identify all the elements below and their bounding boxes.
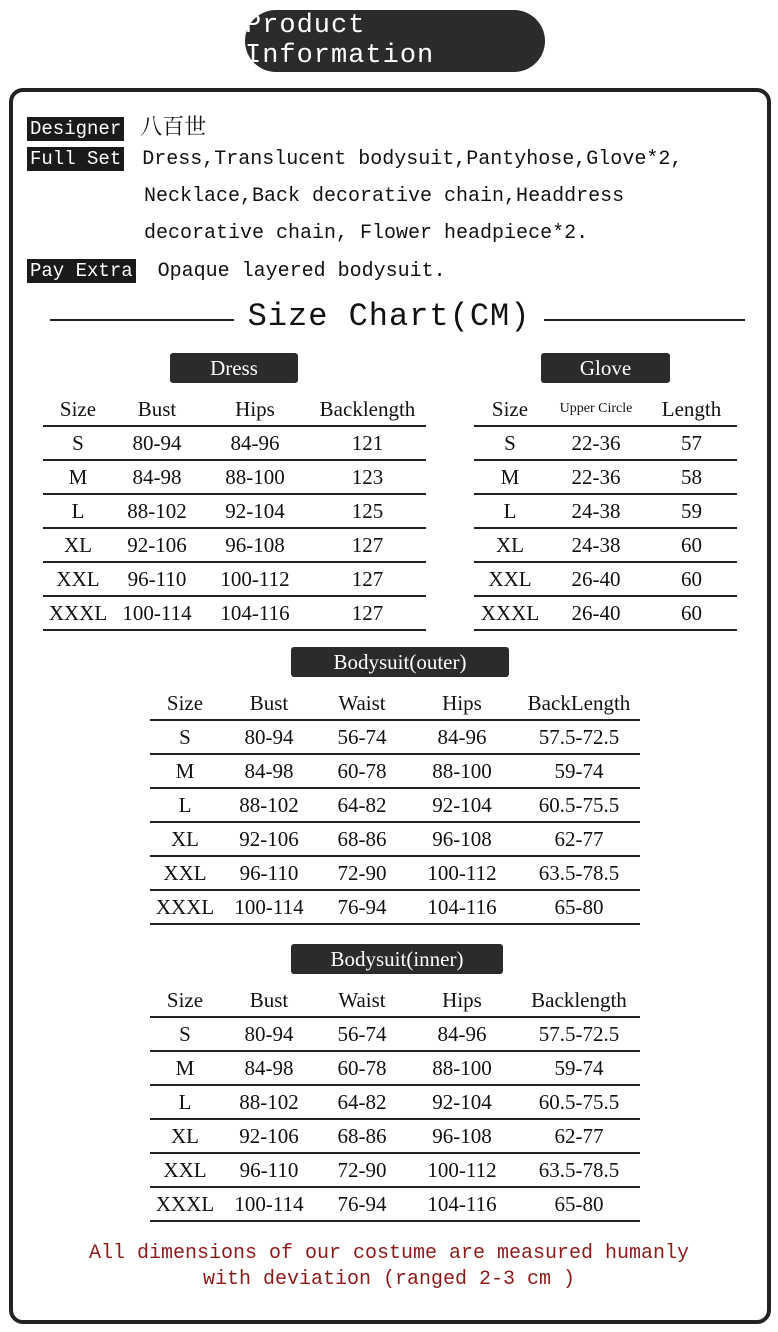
table-cell: 72-90 xyxy=(318,856,406,890)
table-row xyxy=(150,1051,640,1085)
note-line-1: All dimensions of our costume are measured humanly xyxy=(88,1242,690,1265)
fullset-line-3: decorative chain, Flower headpiece*2. xyxy=(144,222,589,245)
table-row xyxy=(474,596,737,630)
table-row xyxy=(150,856,640,890)
table-cell: L xyxy=(474,494,546,528)
inner-badge: Bodysuit(inner) xyxy=(291,944,503,974)
table-row xyxy=(474,426,737,460)
table-cell: 88-102 xyxy=(220,1085,318,1119)
table-cell: 65-80 xyxy=(518,890,640,924)
header-cell: Hips xyxy=(442,987,482,1012)
table-cell: 123 xyxy=(309,460,426,494)
header-cell: Hips xyxy=(442,690,482,715)
table-cell: 84-98 xyxy=(113,460,201,494)
table-cell: 100-112 xyxy=(406,856,518,890)
table-cell: XL xyxy=(150,1119,220,1153)
header-cell: Upper Circle xyxy=(559,401,633,416)
header-cell: Bust xyxy=(249,690,289,715)
table-cell: 96-108 xyxy=(201,528,309,562)
table-cell: 80-94 xyxy=(220,1017,318,1051)
table-cell: 62-77 xyxy=(518,1119,640,1153)
table-row xyxy=(474,460,737,494)
extra-value: Opaque layered bodysuit. xyxy=(157,260,446,283)
table-cell: 127 xyxy=(309,528,426,562)
table-cell: 58 xyxy=(646,460,737,494)
table-cell: S xyxy=(43,426,113,460)
table-cell: 84-96 xyxy=(406,1017,518,1051)
table-cell: 22-36 xyxy=(546,426,646,460)
table-cell: 127 xyxy=(309,562,426,596)
table-cell: 125 xyxy=(309,494,426,528)
table-cell: 57.5-72.5 xyxy=(518,720,640,754)
table-cell: 84-96 xyxy=(201,426,309,460)
table-cell: 104-116 xyxy=(201,596,309,630)
table-cell: 127 xyxy=(309,596,426,630)
table-cell: XXL xyxy=(150,856,220,890)
table-cell: 92-106 xyxy=(220,1119,318,1153)
table-cell: 60 xyxy=(646,562,737,596)
table-cell: 63.5-78.5 xyxy=(518,1153,640,1187)
table-cell: M xyxy=(150,754,220,788)
table-cell: XXXL xyxy=(43,596,113,630)
table-row xyxy=(150,1153,640,1187)
table-row xyxy=(150,754,640,788)
fullset-tag: Full Set xyxy=(27,147,124,171)
table-cell: S xyxy=(150,1017,220,1051)
table-row xyxy=(43,460,426,494)
table-row xyxy=(43,528,426,562)
table-row xyxy=(150,822,640,856)
dress-table xyxy=(43,393,426,631)
table-cell: 84-98 xyxy=(220,1051,318,1085)
header-cell: Waist xyxy=(338,987,386,1012)
inner-table xyxy=(150,984,640,1222)
header-cell: Backlength xyxy=(319,396,416,421)
table-cell: 80-94 xyxy=(220,720,318,754)
table-cell: 56-74 xyxy=(318,1017,406,1051)
table-cell: 60-78 xyxy=(318,754,406,788)
table-cell: 56-74 xyxy=(318,720,406,754)
designer-tag: Designer xyxy=(27,117,124,141)
fullset-line-1: Dress,Translucent bodysuit,Pantyhose,Glove*2, xyxy=(142,148,683,171)
table-row xyxy=(150,788,640,822)
outer-table xyxy=(150,687,640,925)
table-cell: 92-104 xyxy=(201,494,309,528)
table-cell: 76-94 xyxy=(318,890,406,924)
table-cell: M xyxy=(150,1051,220,1085)
table-cell: XXXL xyxy=(474,596,546,630)
table-cell: 96-110 xyxy=(220,856,318,890)
table-cell: 72-90 xyxy=(318,1153,406,1187)
table-cell: S xyxy=(150,720,220,754)
table-cell: XXL xyxy=(474,562,546,596)
table-cell: M xyxy=(474,460,546,494)
fullset-row xyxy=(27,147,682,171)
table-row xyxy=(43,494,426,528)
table-row xyxy=(150,1085,640,1119)
table-cell: 96-110 xyxy=(220,1153,318,1187)
table-cell: 84-96 xyxy=(406,720,518,754)
table-cell: 92-106 xyxy=(113,528,201,562)
table-cell: 104-116 xyxy=(406,1187,518,1221)
table-cell: 57 xyxy=(646,426,737,460)
table-cell: XL xyxy=(43,528,113,562)
table-cell: 60 xyxy=(646,596,737,630)
table-cell: 60 xyxy=(646,528,737,562)
table-cell: 24-38 xyxy=(546,528,646,562)
table-cell: 60.5-75.5 xyxy=(518,788,640,822)
table-row xyxy=(150,1187,640,1221)
table-cell: 100-114 xyxy=(113,596,201,630)
header-cell: Hips xyxy=(235,396,275,421)
table-cell: 104-116 xyxy=(406,890,518,924)
designer-row xyxy=(27,110,206,141)
table-cell: 60-78 xyxy=(318,1051,406,1085)
table-row xyxy=(474,528,737,562)
table-cell: XXL xyxy=(43,562,113,596)
outer-badge: Bodysuit(outer) xyxy=(291,647,509,677)
table-cell: L xyxy=(150,788,220,822)
table-cell: 63.5-78.5 xyxy=(518,856,640,890)
table-cell: 121 xyxy=(309,426,426,460)
table-cell: 96-108 xyxy=(406,822,518,856)
table-cell: L xyxy=(150,1085,220,1119)
table-cell: 62-77 xyxy=(518,822,640,856)
table-cell: 92-104 xyxy=(406,1085,518,1119)
table-cell: 88-100 xyxy=(201,460,309,494)
table-cell: 68-86 xyxy=(318,822,406,856)
table-cell: 22-36 xyxy=(546,460,646,494)
table-cell: XXL xyxy=(150,1153,220,1187)
table-cell: 84-98 xyxy=(220,754,318,788)
table-cell: 64-82 xyxy=(318,788,406,822)
table-cell: 76-94 xyxy=(318,1187,406,1221)
table-row xyxy=(43,596,426,630)
header-cell: Bust xyxy=(137,396,177,421)
table-cell: M xyxy=(43,460,113,494)
table-cell: 26-40 xyxy=(546,562,646,596)
header-cell: Backlength xyxy=(531,987,627,1012)
table-cell: 92-104 xyxy=(406,788,518,822)
extra-tag: Pay Extra xyxy=(27,259,136,283)
table-cell: 100-112 xyxy=(201,562,309,596)
table-cell: 59-74 xyxy=(518,1051,640,1085)
table-cell: 100-112 xyxy=(406,1153,518,1187)
table-cell: 100-114 xyxy=(220,890,318,924)
table-cell: 68-86 xyxy=(318,1119,406,1153)
table-row xyxy=(474,562,737,596)
table-row xyxy=(150,1017,640,1051)
header-cell: Size xyxy=(59,396,97,421)
page-title: Product Information xyxy=(245,10,545,72)
header-cell: Bust xyxy=(249,987,289,1012)
table-cell: 88-102 xyxy=(220,788,318,822)
dress-badge: Dress xyxy=(170,353,298,383)
header-cell: Waist xyxy=(338,690,386,715)
table-cell: 100-114 xyxy=(220,1187,318,1221)
glove-badge: Glove xyxy=(541,353,670,383)
table-cell: 65-80 xyxy=(518,1187,640,1221)
header-cell: Size xyxy=(491,396,529,421)
table-cell: 57.5-72.5 xyxy=(518,1017,640,1051)
table-cell: 59 xyxy=(646,494,737,528)
table-cell: S xyxy=(474,426,546,460)
header-cell: Length xyxy=(661,396,722,421)
table-cell: 96-110 xyxy=(113,562,201,596)
header-cell: BackLength xyxy=(527,690,631,715)
size-chart-title-text: Size Chart(CM) xyxy=(234,298,545,335)
table-cell: XXXL xyxy=(150,1187,220,1221)
size-chart-title xyxy=(0,298,778,335)
table-row xyxy=(474,494,737,528)
fullset-line-2: Necklace,Back decorative chain,Headdress xyxy=(144,185,625,208)
header-cell: Size xyxy=(166,690,204,715)
table-row xyxy=(150,890,640,924)
table-row xyxy=(43,426,426,460)
glove-table xyxy=(474,393,737,631)
table-cell: 64-82 xyxy=(318,1085,406,1119)
extra-row xyxy=(27,259,446,283)
table-row xyxy=(150,720,640,754)
table-cell: XL xyxy=(474,528,546,562)
table-cell: 59-74 xyxy=(518,754,640,788)
table-cell: L xyxy=(43,494,113,528)
table-cell: 96-108 xyxy=(406,1119,518,1153)
header-cell: Size xyxy=(166,987,204,1012)
table-cell: 88-102 xyxy=(113,494,201,528)
table-cell: 92-106 xyxy=(220,822,318,856)
table-cell: 80-94 xyxy=(113,426,201,460)
table-cell: 88-100 xyxy=(406,754,518,788)
note-line-2: with deviation (ranged 2-3 cm ) xyxy=(202,1268,576,1291)
table-cell: XL xyxy=(150,822,220,856)
table-cell: 60.5-75.5 xyxy=(518,1085,640,1119)
designer-value: 八百世 xyxy=(140,114,207,139)
table-cell: 26-40 xyxy=(546,596,646,630)
table-row xyxy=(150,1119,640,1153)
table-cell: 24-38 xyxy=(546,494,646,528)
table-cell: XXXL xyxy=(150,890,220,924)
table-row xyxy=(43,562,426,596)
table-cell: 88-100 xyxy=(406,1051,518,1085)
